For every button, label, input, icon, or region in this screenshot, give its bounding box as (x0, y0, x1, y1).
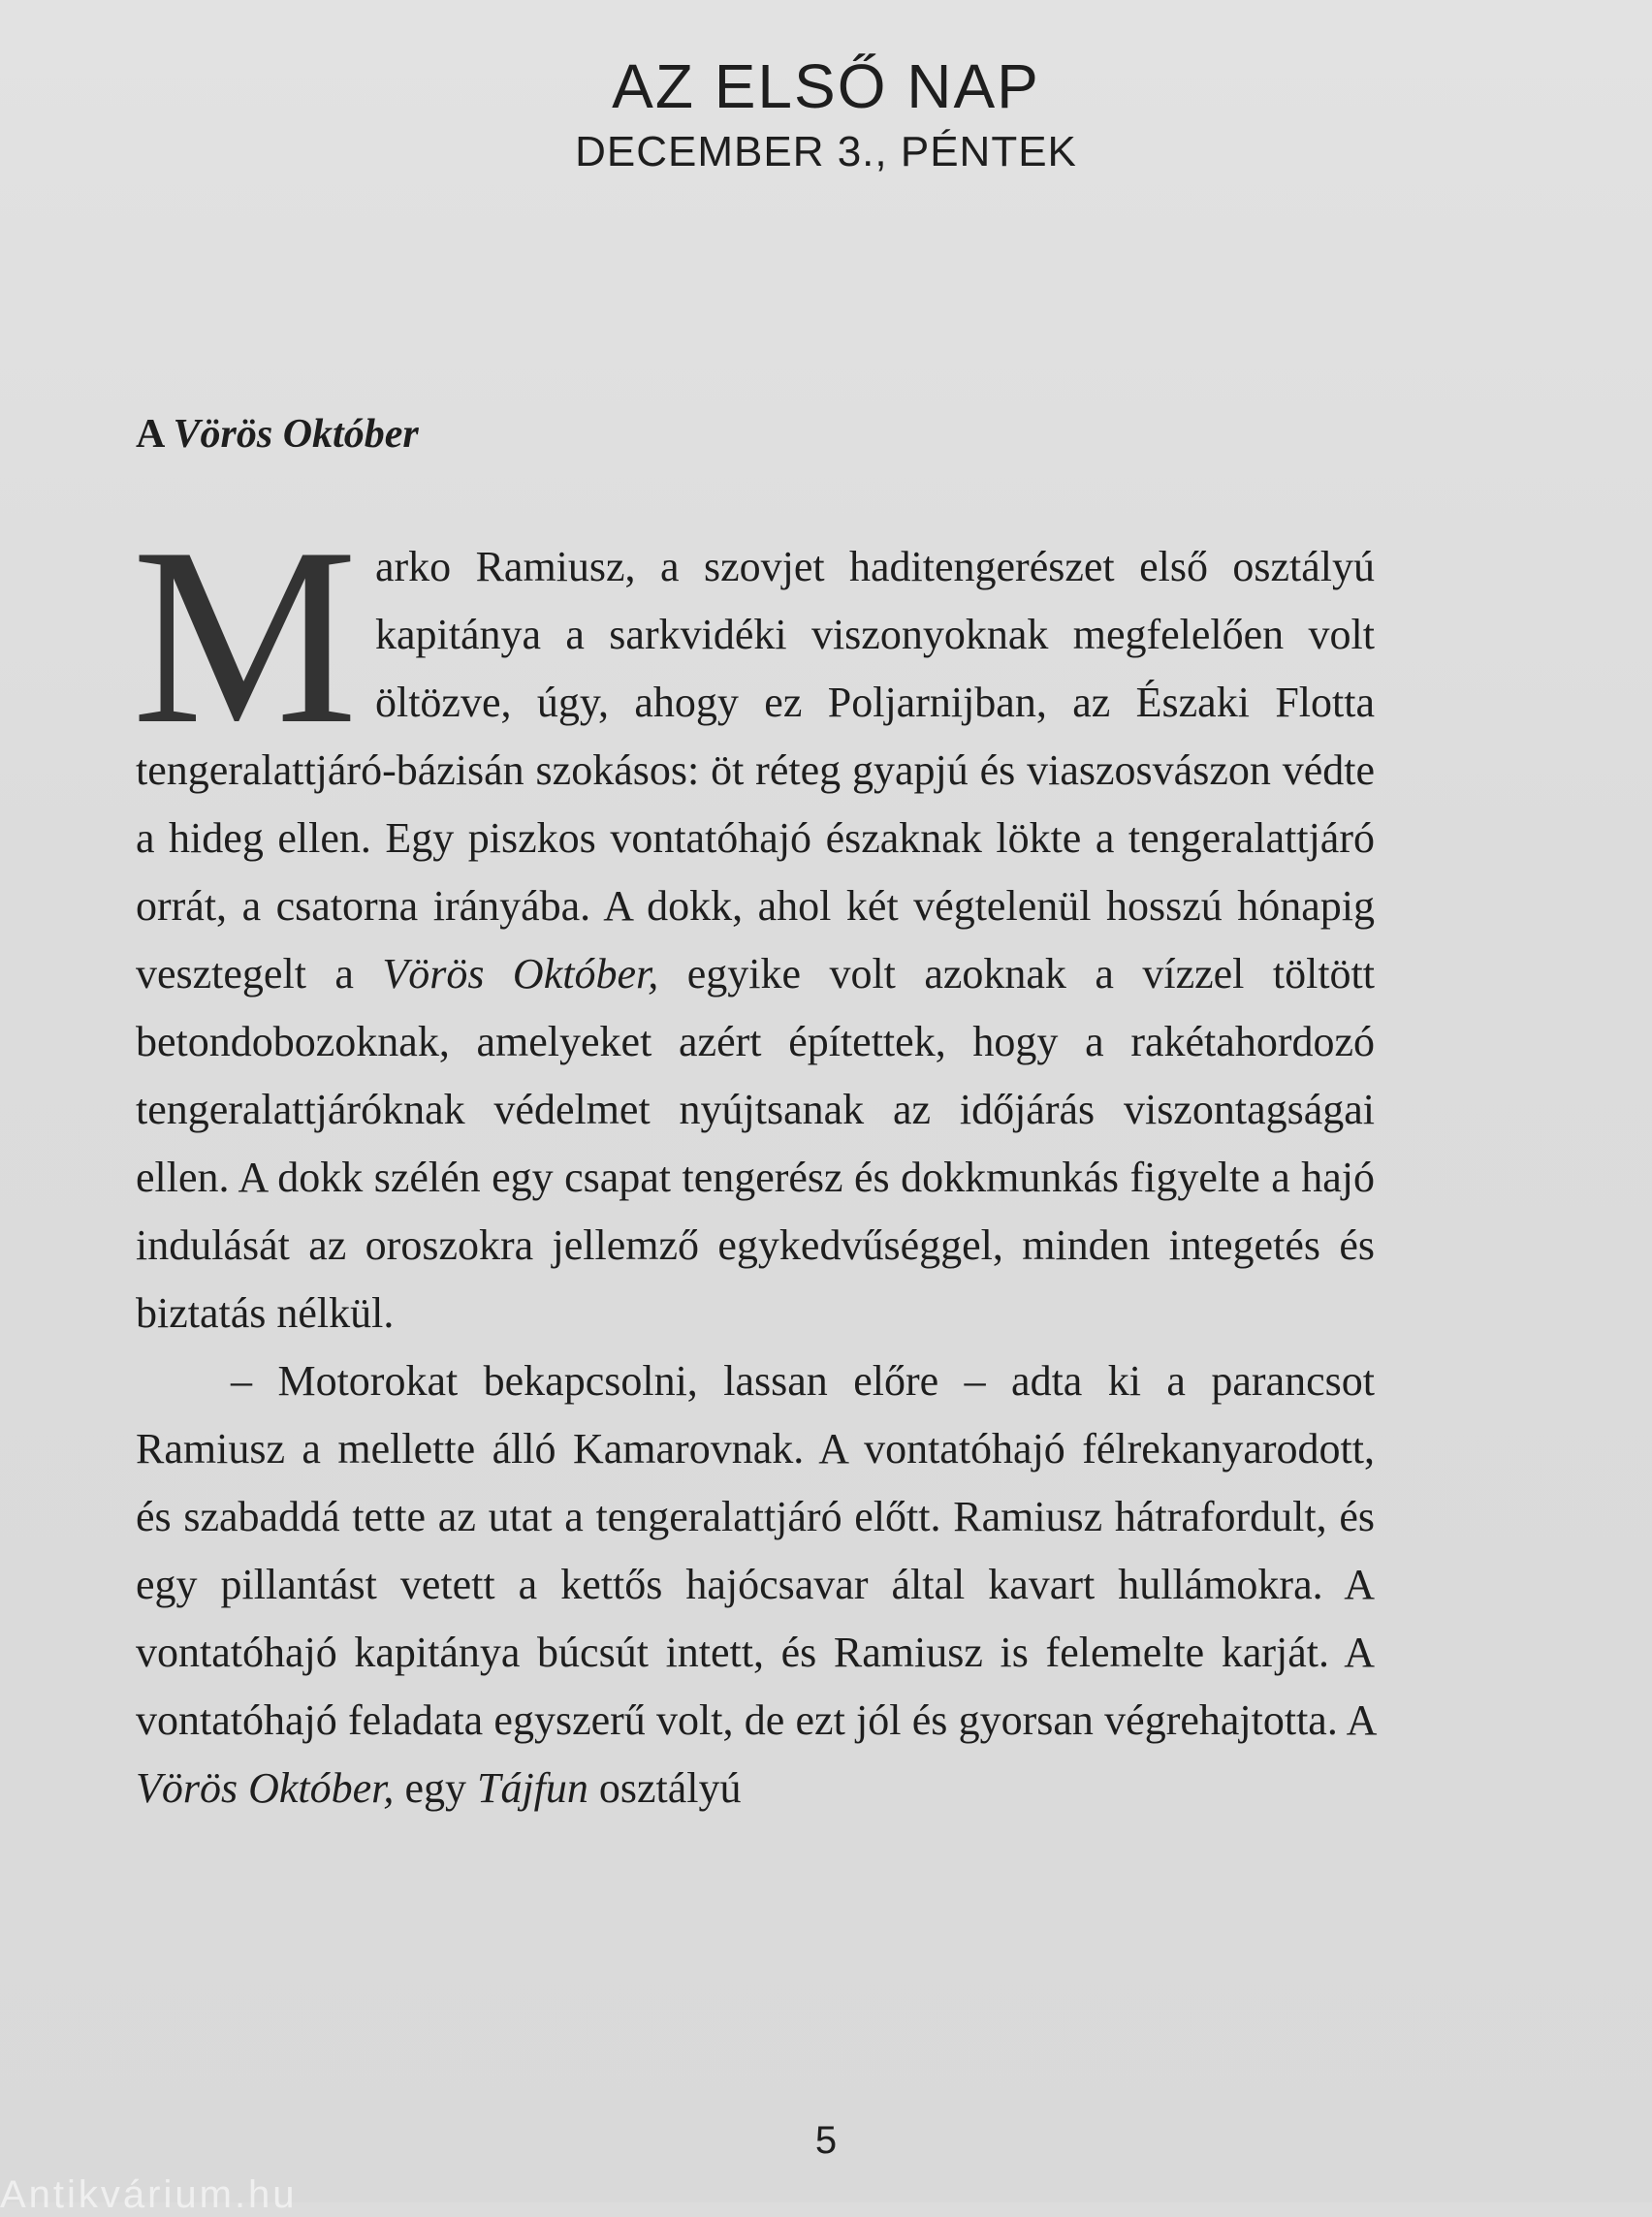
paragraph-1-text-b: egyike volt azoknak a vízzel töltött betondobozoknak, amelyeket azért építettek, hogy a rakétahordozó tengeralattjáróknak védelmet nyújtsanak az időjárás viszontagságai ellen. A dokk szélén egy csapat tengerész és dokkmunkás figyelte a hajó indulását az oroszokra jellemző egykedvűséggel, minden integetés és biztatás nélkül. (136, 950, 1375, 1337)
section-prefix: A (136, 412, 174, 457)
paragraph-2-italic-2: Tájfun (476, 1764, 588, 1812)
section-title: Vörös Október (173, 412, 419, 457)
paragraph-2 (136, 1347, 1375, 1822)
section-heading (136, 411, 419, 458)
paragraph-2-text-a: – Motorokat bekapcsolni, lassan előre – adta ki a parancsot Ramiusz a mellette álló Kamarovnak. A vontatóhajó félrekanyarodott, és szabaddá tette az utat a tengeralattjáró előtt. Ramiusz hátrafordult, és egy pillantást vetett a kettős hajócsavar által kavart hullámokra. A vontatóhajó kapitánya búcsút intett, és Ramiusz is felemelte karját. A vontatóhajó feladata egyszerű volt, de ezt jól és gyorsan végrehajtotta. A (136, 1357, 1375, 1744)
body-text (132, 495, 1375, 1822)
paragraph-1-italic: Vörös Október, (382, 950, 659, 998)
paragraph-2-text-c: osztályú (588, 1764, 742, 1812)
paragraph-1-text-a: arko Ramiusz, a szovjet haditengerészet első osztályú kapitánya a sarkvidéki viszonyoknak megfelelően volt öltözve, úgy, ahogy ez Poljarnijban, az Északi Flotta tengeralattjáró-bázisán szokásos: öt réteg gyapjú és viaszosvászon védte a hideg ellen. Egy piszkos vontatóhajó északnak lökte a tengeralattjáró orrát, a csatorna irányába. A dokk, ahol két végtelenül hosszú hónapig vesztegelt a (136, 543, 1375, 998)
page-number: 5 (814, 2119, 838, 2162)
chapter-title: AZ ELSŐ NAP (612, 51, 1040, 121)
chapter-date: DECEMBER 3., PÉNTEK (575, 128, 1077, 175)
paragraph-1 (132, 495, 1375, 1347)
paragraph-2-text-b: egy (394, 1764, 477, 1812)
watermark: Antikvárium.hu (0, 2173, 298, 2216)
drop-cap: M (132, 495, 358, 776)
paragraph-2-italic-1: Vörös Október, (136, 1764, 395, 1812)
